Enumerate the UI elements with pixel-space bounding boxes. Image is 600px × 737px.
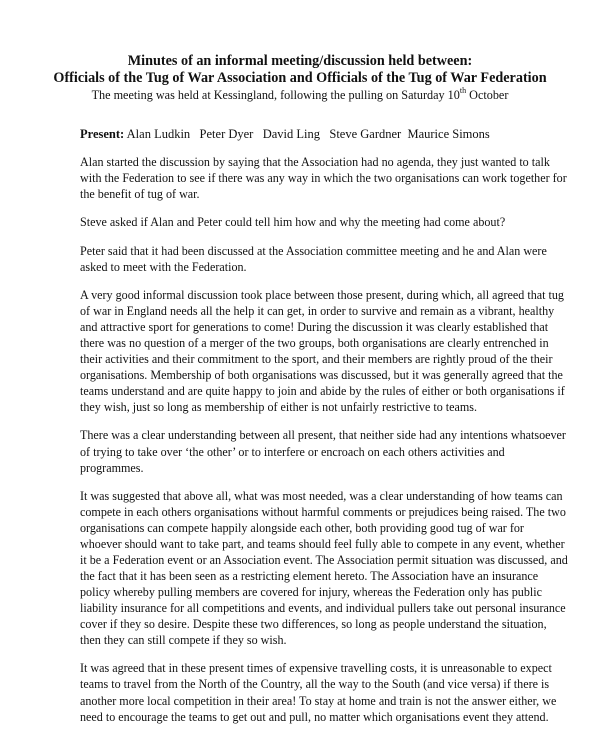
paragraph-5: There was a clear understanding between all present, that neither side had any intentions whatsoever of trying to take over ‘the other’ or to interfere or encroach on each others activities and programmes.	[80, 428, 566, 475]
present-label: Present:	[80, 127, 125, 141]
document-body	[80, 126, 568, 737]
paragraph-2: Steve asked if Alan and Peter could tell him how and why the meeting had come about?	[80, 215, 506, 230]
paragraph-1: Alan started the discussion by saying that the Association had no agenda, they just wanted to talk with the Federation to see if there was any way in which the two organisations can work together for the benefit of tug of war.	[80, 155, 567, 202]
document-title-line-1: Minutes of an informal meeting/discussion held between:	[127, 53, 473, 69]
document-title-line-2: Officials of the Tug of War Association and Officials of the Tug of War Federation	[53, 70, 547, 86]
paragraph-6: It was suggested that above all, what was most needed, was a clear understanding of how teams can compete in each others organisations without harmful comments or prejudices being raised. The two organisations can compete happily alongside each other, both providing good tug of war for whoever should want to take part, and teams should feel fully able to compete in any event, whether it be a Federation event or an Association event. The Association permit situation was discussed, and the fact that it has been seen as a restricting element hereto. The Association have an insurance policy whereby pulling members are covered for injury, whereas the Federation only has public liability insurance for all competitions and events, and individual pullers take out personal insurance cover if they so desire. Despite these two differences, so long as people understand the situation, then they can still compete if they so wish.	[80, 488, 568, 648]
meeting-details-month: October	[466, 88, 509, 102]
paragraph-3: Peter said that it had been discussed at the Association committee meeting and he and Alan were asked to meet with the Federation.	[80, 243, 547, 274]
meeting-details-superscript: th	[459, 85, 467, 95]
meeting-details	[0, 87, 600, 103]
paragraph-7: It was agreed that in these present times of expensive travelling costs, it is unreasonable to expect teams to travel from the North of the Country, all the way to the South (and vice versa) if there is another more local competition in their area! To stay at home and train is not the answer either, we need to encourage the teams to get out and pull, no matter which organisations event they attend.	[80, 661, 557, 724]
present-names: Alan Ludkin Peter Dyer David Ling Steve Gardner Maurice Simons	[126, 127, 490, 141]
attendees-line	[80, 126, 568, 142]
meeting-details-text: The meeting was held at Kessingland, following the pulling on Saturday 10	[91, 88, 460, 102]
paragraph-4: A very good informal discussion took place between those present, during which, all agreed that tug of war in England needs all the help it can get, in order to survive and remain as a vibrant, healthy and attractive sport for generations to come! During the discussion it was clearly established that there was no question of a merger of the two groups, both organisations are clearly entrenched in their activities and their commitment to the sport, and their members are rightly proud of the their organisations. Membership of both organisations was discussed, but it was generally agreed that the teams understand and are quite happy to join and abide by the rules of either or both organisations if they wish, just so long as membership of either is not unfairly restrictive to teams.	[80, 287, 565, 415]
document-header	[0, 53, 600, 103]
